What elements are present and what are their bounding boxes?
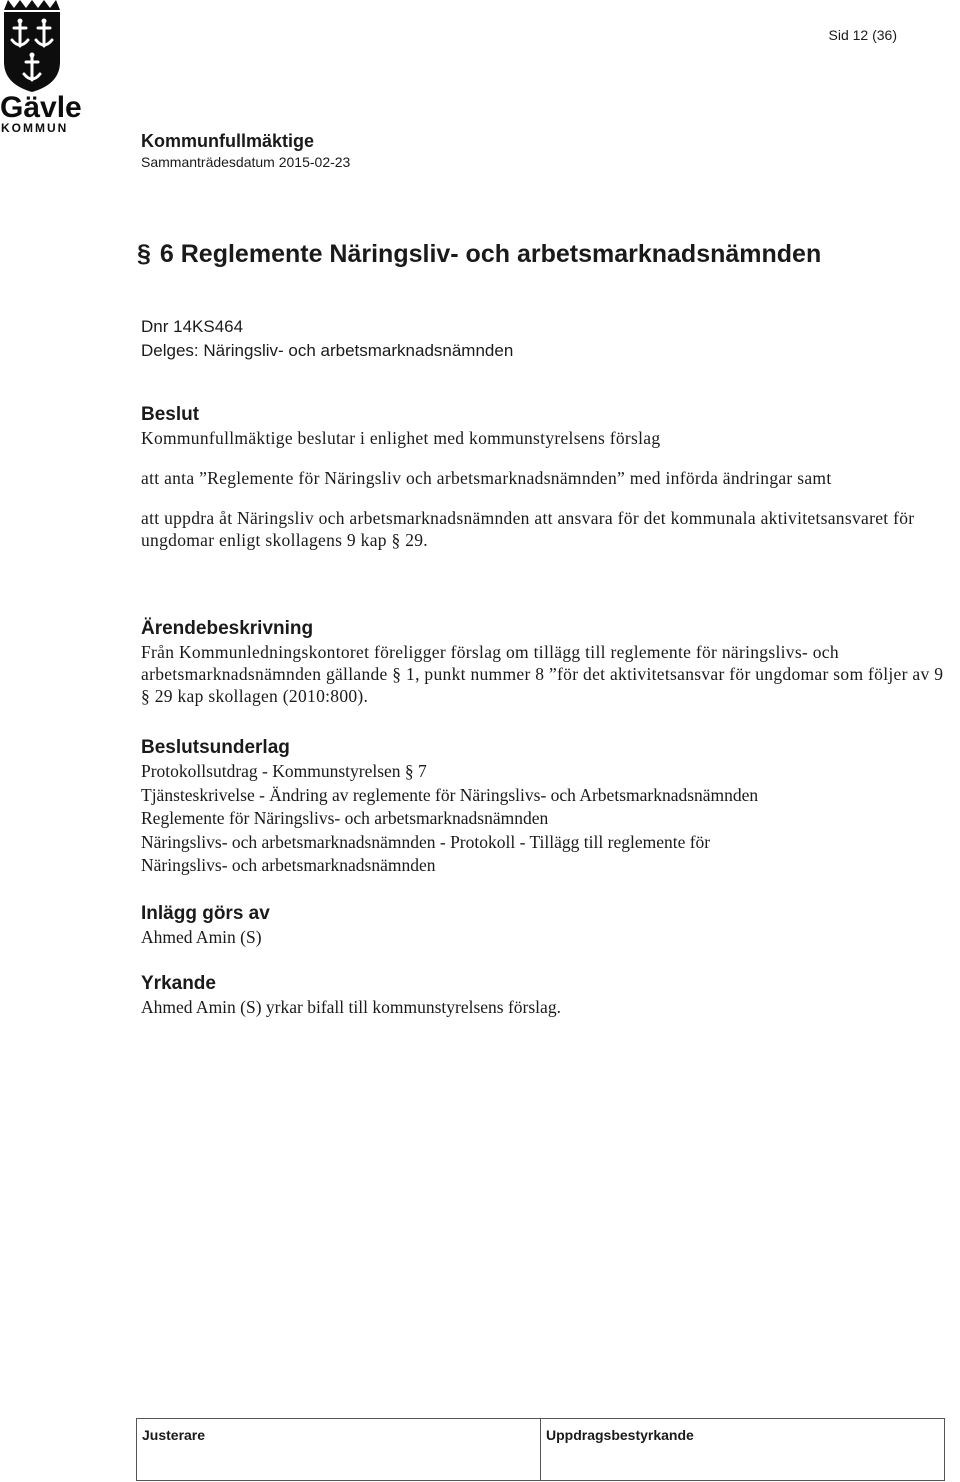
header-date: Sammanträdesdatum 2015-02-23 (141, 154, 351, 170)
page-title-text: 6 Reglemente Näringsliv- och arbetsmarknadsnämnden (159, 240, 822, 268)
section-heading: Ärendebeskrivning (141, 618, 314, 639)
footer-signature-table (136, 1418, 945, 1481)
section-beslutsunderlag (141, 736, 956, 878)
section-heading: Beslut (141, 404, 200, 425)
section-inlagg (141, 902, 956, 950)
delges: Delges: Näringsliv- och arbetsmarknadsnämnden (141, 341, 514, 360)
section-heading: Yrkande (141, 973, 216, 994)
footer-justerare: Justerare (142, 1427, 206, 1443)
gavle-logo (0, 0, 100, 136)
paragraph: att anta ”Reglemente för Näringsliv och arbetsmarknadsnämnden” med införda ändringar samt (141, 468, 832, 488)
paragraph: Ahmed Amin (S) yrkar bifall till kommunstyrelsens förslag. (141, 997, 561, 1017)
section-symbol: § (137, 240, 151, 268)
paragraph: Ahmed Amin (S) (141, 927, 262, 947)
gavle-coat-of-arms-icon (0, 0, 100, 136)
page-title (137, 240, 821, 269)
list-item: Reglemente för Näringslivs- och arbetsmarknadsnämnden (141, 808, 549, 828)
logo-sub: KOMMUN (1, 121, 69, 135)
list-item: Näringslivs- och arbetsmarknadsnämnden (141, 855, 436, 875)
logo-name: Gävle (0, 91, 82, 124)
section-heading: Beslutsunderlag (141, 737, 290, 758)
header-title: Kommunfullmäktige (141, 131, 315, 151)
list-item: Protokollsutdrag - Kommunstyrelsen § 7 (141, 761, 427, 781)
list-item: Tjänsteskrivelse - Ändring av reglemente för Näringslivs- och Arbetsmarknadsnämnden (141, 784, 759, 805)
section-heading: Inlägg görs av (141, 903, 270, 924)
section-arendebeskrivning (141, 617, 956, 707)
paragraph: att uppdra åt Näringsliv och arbetsmarknadsnämnden att ansvara för det kommunala aktivitetsansvaret för ungdomar enligt skollagens 9 kap § 29. (141, 508, 915, 550)
section-beslut (141, 403, 956, 551)
footer-uppdragsbestyrkande: Uppdragsbestyrkande (540, 1419, 944, 1480)
paragraph: Från Kommunledningskontoret föreligger förslag om tillägg till reglemente för näringslivs- och arbetsmarknadsnämnden gällande § 1, punkt nummer 8 ”för det aktivitetsansvar för ungdomar som följer av 9 § 29 kap skollagen (2010:800). (141, 642, 944, 706)
list-item: Näringslivs- och arbetsmarknadsnämnden - Protokoll - Tillägg till reglemente för (141, 831, 711, 852)
dnr: Dnr 14KS464 (141, 317, 244, 336)
paragraph: Kommunfullmäktige beslutar i enlighet med kommunstyrelsens förslag (141, 428, 661, 448)
page-number: Sid 12 (36) (828, 27, 897, 43)
section-yrkande (141, 972, 956, 1020)
